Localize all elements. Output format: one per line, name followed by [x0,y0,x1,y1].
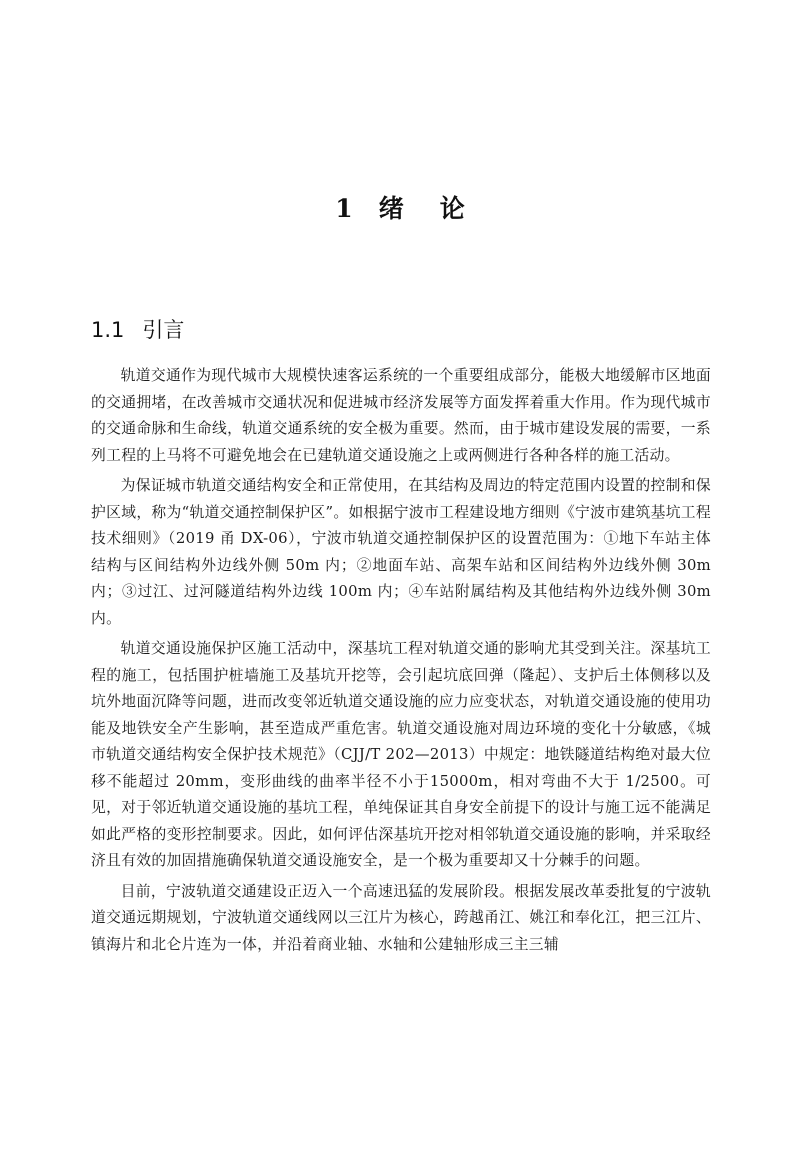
section-title: 引言 [142,318,185,342]
paragraph: 轨道交通设施保护区施工活动中，深基坑工程对轨道交通的影响尤其受到关注。深基坑工程的施工，包括围护桩墙施工及基坑开挖等，会引起坑底回弹（隆起）、支护后土体侧移以及坑外地面沉降等问题，进而改变邻近轨道交通设施的应力应变状态，对轨道交通设施的使用功能及地铁安全产生影响，甚至造成严重危害。轨道交通设施对周边环境的变化十分敏感，《城市轨道交通结构安全保护技术规范》（CJJ/T 202—2013）中规定：地铁隧道结构绝对最大位移不能超过 20mm，变形曲线的曲率半径不小于15000m，相对弯曲不大于 1/2500。可见，对于邻近轨道交通设施的基坑工程，单纯保证其自身安全前提下的设计与施工远不能满足如此严格的变形控制要求。因此，如何评估深基坑开挖对相邻轨道交通设施的影响，并采取经济且有效的加固措施确保轨道交通设施安全，是一个极为重要却又十分棘手的问题。 [91,640,711,869]
section-heading [91,315,184,345]
chapter-number: 1 [335,194,353,223]
paragraph: 为保证城市轨道交通结构安全和正常使用，在其结构及周边的特定范围内设置的控制和保护区域，称为“轨道交通控制保护区”。如根据宁波市工程建设地方细则《宁波市建筑基坑工程技术细则》（2019 甬 DX-06），宁波市轨道交通控制保护区的设置范围为：①地下车站主体结构与区间结构外边线外侧 50m 内；②地面车站、高架车站和区间结构外边线外侧 30m 内；③过江、过河隧道结构外边线 100m 内；④车站附属结构及其他结构外边线外侧 30m 内。 [91,477,711,627]
body-text [91,363,711,962]
chapter-title-char-2: 论 [439,194,465,223]
paragraph: 目前，宁波轨道交通建设正迈入一个高速迅猛的发展阶段。根据发展改革委批复的宁波轨道交通远期规划，宁波轨道交通线网以三江片为核心，跨越甬江、姚江和奉化江，把三江片、镇海片和北仑片连为一体，并沿着商业轴、水轴和公建轴形成三主三辅 [91,882,711,953]
chapter-title [0,191,800,227]
section-number: 1.1 [91,318,125,342]
paragraph: 轨道交通作为现代城市大规模快速客运系统的一个重要组成部分，能极大地缓解市区地面的交通拥堵，在改善城市交通状况和促进城市经济发展等方面发挥着重大作用。作为现代城市的交通命脉和生命线，轨道交通系统的安全极为重要。然而，由于城市建设发展的需要，一系列工程的上马将不可避免地会在已建轨道交通设施之上或两侧进行各种各样的施工活动。 [91,367,711,464]
chapter-title-char-1: 绪 [378,194,404,223]
